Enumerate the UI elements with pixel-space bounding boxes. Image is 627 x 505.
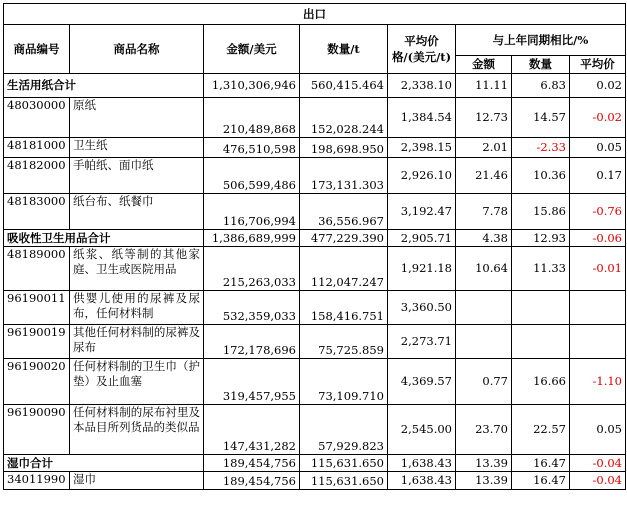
- col-header-amount: 金额/美元: [204, 25, 300, 74]
- yoy-price-cell: [570, 325, 626, 359]
- amount-cell: 1,310,306,946: [204, 74, 300, 98]
- amount-cell: 172,178,696: [204, 325, 300, 359]
- avg-price-cell: 3,360.50: [388, 291, 456, 325]
- yoy-quantity-cell: 12.93: [512, 230, 570, 247]
- product-code: 48181000: [4, 138, 70, 158]
- yoy-price-cell: -0.02: [570, 98, 626, 138]
- table-row: [4, 194, 626, 230]
- yoy-quantity-cell: 6.83: [512, 74, 570, 98]
- yoy-quantity-cell: 11.33: [512, 247, 570, 291]
- table-row: [4, 325, 626, 359]
- yoy-amount-cell: 4.38: [456, 230, 512, 247]
- product-code: 48189000: [4, 247, 70, 291]
- table-row: [4, 405, 626, 455]
- table-row: [4, 247, 626, 291]
- table-title: 出口: [4, 4, 626, 25]
- yoy-amount-cell: 23.70: [456, 405, 512, 455]
- yoy-price-cell: -1.10: [570, 359, 626, 405]
- product-code: 96190019: [4, 325, 70, 359]
- amount-cell: 116,706,994: [204, 194, 300, 230]
- quantity-cell: 36,556.967: [300, 194, 388, 230]
- yoy-quantity-cell: 14.57: [512, 98, 570, 138]
- amount-cell: 476,510,598: [204, 138, 300, 158]
- col-header-yoy-quantity: 数量: [512, 56, 570, 74]
- product-name: 任何材料制的尿布衬里及本品目所列货品的类似品: [70, 405, 204, 455]
- product-code: 48030000: [4, 98, 70, 138]
- quantity-cell: 560,415.464: [300, 74, 388, 98]
- export-table: [3, 3, 626, 490]
- yoy-amount-cell: [456, 291, 512, 325]
- col-header-yoy: 与上年同期相比/%: [456, 25, 626, 56]
- quantity-cell: 112,047.247: [300, 247, 388, 291]
- quantity-cell: 173,131.303: [300, 158, 388, 194]
- quantity-cell: 115,631.650: [300, 472, 388, 490]
- product-code: 96190090: [4, 405, 70, 455]
- product-name: 湿巾: [70, 472, 204, 490]
- avg-price-cell: 1,638.43: [388, 455, 456, 472]
- product-code: 48183000: [4, 194, 70, 230]
- col-header-code: 商品编号: [4, 25, 70, 74]
- yoy-quantity-cell: [512, 291, 570, 325]
- avg-price-cell: 1,638.43: [388, 472, 456, 490]
- subtotal-row: [4, 455, 626, 472]
- subtotal-label: 湿巾合计: [4, 455, 204, 472]
- subtotal-row: [4, 230, 626, 247]
- yoy-price-cell: -0.06: [570, 230, 626, 247]
- yoy-price-cell: [570, 291, 626, 325]
- subtotal-row: [4, 74, 626, 98]
- yoy-price-cell: 0.05: [570, 138, 626, 158]
- col-header-yoy-price: 平均价: [570, 56, 626, 74]
- quantity-cell: 152,028.244: [300, 98, 388, 138]
- yoy-quantity-cell: 16.66: [512, 359, 570, 405]
- table-row: [4, 158, 626, 194]
- yoy-amount-cell: 13.39: [456, 472, 512, 490]
- product-code: 96190011: [4, 291, 70, 325]
- yoy-quantity-cell: 22.57: [512, 405, 570, 455]
- product-name: 任何材料制的卫生巾（护垫）及止血塞: [70, 359, 204, 405]
- amount-cell: 147,431,282: [204, 405, 300, 455]
- yoy-price-cell: 0.05: [570, 405, 626, 455]
- yoy-amount-cell: 21.46: [456, 158, 512, 194]
- yoy-quantity-cell: 15.86: [512, 194, 570, 230]
- amount-cell: 210,489,868: [204, 98, 300, 138]
- amount-cell: 1,386,689,999: [204, 230, 300, 247]
- yoy-amount-cell: 0.77: [456, 359, 512, 405]
- product-name: 供婴儿使用的尿裤及尿布，任何材料制: [70, 291, 204, 325]
- col-header-avg-price: 平均价格/(美元/t): [388, 25, 456, 74]
- product-name: 纸浆、纸等制的其他家庭、卫生或医院用品: [70, 247, 204, 291]
- table-row: [4, 138, 626, 158]
- yoy-amount-cell: 12.73: [456, 98, 512, 138]
- amount-cell: 215,263,033: [204, 247, 300, 291]
- product-name: 纸台布、纸餐巾: [70, 194, 204, 230]
- product-name: 原纸: [70, 98, 204, 138]
- avg-price-cell: 2,905.71: [388, 230, 456, 247]
- table-row: [4, 98, 626, 138]
- avg-price-cell: 2,338.10: [388, 74, 456, 98]
- yoy-price-cell: -0.01: [570, 247, 626, 291]
- table-row: [4, 359, 626, 405]
- avg-price-cell: 1,921.18: [388, 247, 456, 291]
- quantity-cell: 198,698.950: [300, 138, 388, 158]
- amount-cell: 506,599,486: [204, 158, 300, 194]
- product-name: 手帕纸、面巾纸: [70, 158, 204, 194]
- table-row: [4, 291, 626, 325]
- amount-cell: 189,454,756: [204, 455, 300, 472]
- yoy-price-cell: 0.17: [570, 158, 626, 194]
- yoy-quantity-cell: [512, 325, 570, 359]
- avg-price-cell: 2,273.71: [388, 325, 456, 359]
- product-code: 34011990: [4, 472, 70, 490]
- product-code: 96190020: [4, 359, 70, 405]
- col-header-yoy-amount: 金额: [456, 56, 512, 74]
- product-name: 卫生纸: [70, 138, 204, 158]
- product-code: 48182000: [4, 158, 70, 194]
- quantity-cell: 73,109.710: [300, 359, 388, 405]
- yoy-quantity-cell: 16.47: [512, 472, 570, 490]
- col-header-quantity: 数量/t: [300, 25, 388, 74]
- yoy-price-cell: -0.04: [570, 455, 626, 472]
- subtotal-label: 吸收性卫生用品合计: [4, 230, 204, 247]
- avg-price-cell: 2,545.00: [388, 405, 456, 455]
- yoy-amount-cell: 10.64: [456, 247, 512, 291]
- avg-price-cell: 2,398.15: [388, 138, 456, 158]
- yoy-price-cell: -0.04: [570, 472, 626, 490]
- yoy-amount-cell: 7.78: [456, 194, 512, 230]
- quantity-cell: 57,929.823: [300, 405, 388, 455]
- subtotal-label: 生活用纸合计: [4, 74, 204, 98]
- amount-cell: 319,457,955: [204, 359, 300, 405]
- avg-price-cell: 3,192.47: [388, 194, 456, 230]
- table-row: [4, 472, 626, 490]
- avg-price-cell: 1,384.54: [388, 98, 456, 138]
- quantity-cell: 115,631.650: [300, 455, 388, 472]
- avg-price-cell: 4,369.57: [388, 359, 456, 405]
- table-body: [4, 74, 626, 490]
- yoy-price-cell: -0.76: [570, 194, 626, 230]
- yoy-quantity-cell: -2.33: [512, 138, 570, 158]
- col-header-name: 商品名称: [70, 25, 204, 74]
- yoy-price-cell: 0.02: [570, 74, 626, 98]
- amount-cell: 532,359,033: [204, 291, 300, 325]
- yoy-amount-cell: 11.11: [456, 74, 512, 98]
- quantity-cell: 477,229.390: [300, 230, 388, 247]
- yoy-amount-cell: 2.01: [456, 138, 512, 158]
- yoy-amount-cell: 13.39: [456, 455, 512, 472]
- yoy-quantity-cell: 10.36: [512, 158, 570, 194]
- yoy-amount-cell: [456, 325, 512, 359]
- quantity-cell: 158,416.751: [300, 291, 388, 325]
- yoy-quantity-cell: 16.47: [512, 455, 570, 472]
- avg-price-cell: 2,926.10: [388, 158, 456, 194]
- product-name: 其他任何材料制的尿裤及尿布: [70, 325, 204, 359]
- quantity-cell: 75,725.859: [300, 325, 388, 359]
- amount-cell: 189,454,756: [204, 472, 300, 490]
